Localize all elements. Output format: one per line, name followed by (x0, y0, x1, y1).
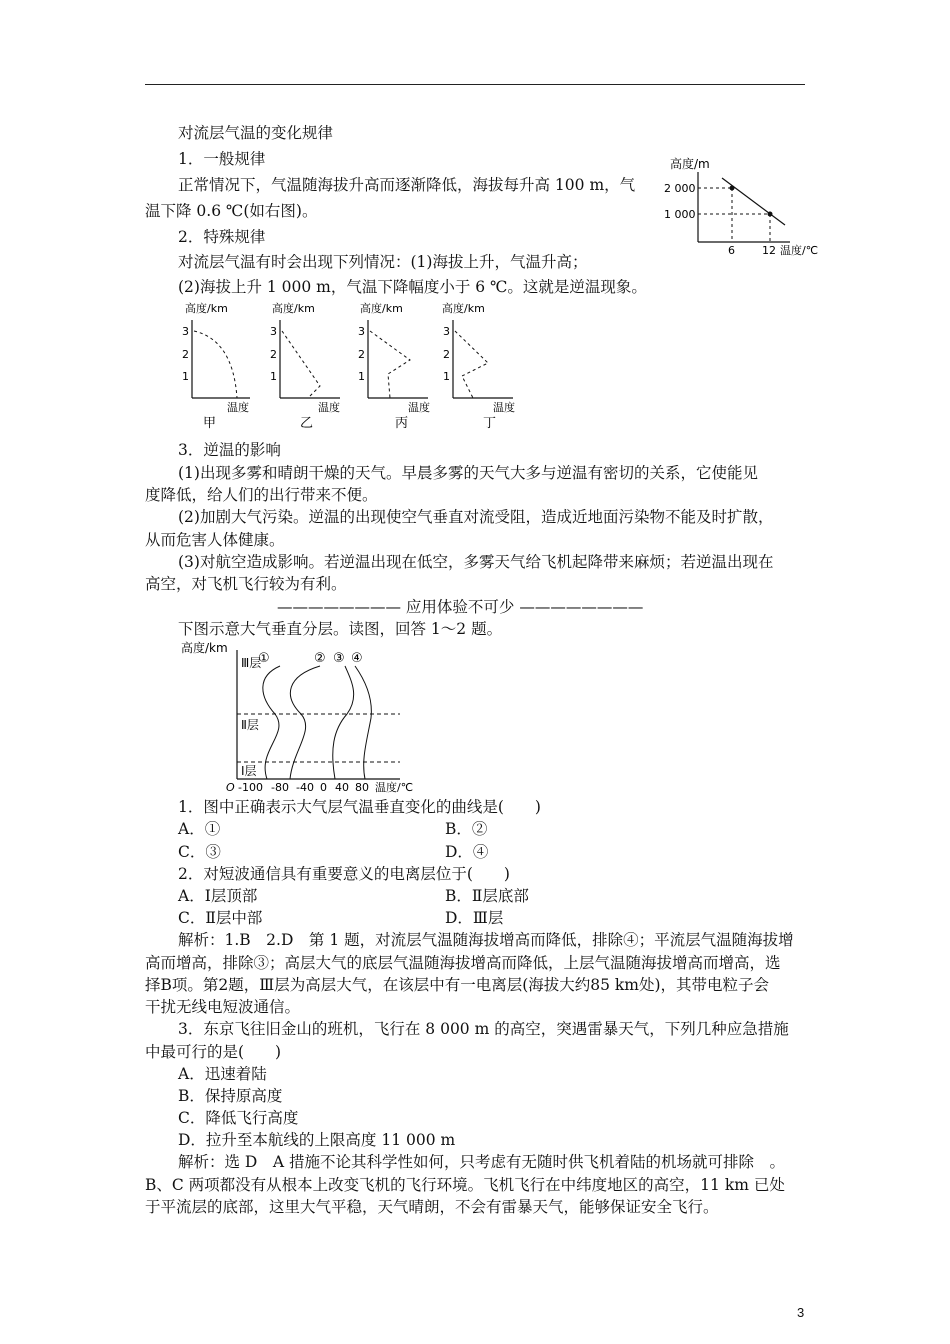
panel-yi (270, 301, 340, 431)
paragraph-line: 高空，对飞机飞行较为有利。 (145, 575, 347, 593)
fig2-ylabel: 高度/km (272, 302, 315, 315)
fig2-ytick: 2 (443, 348, 450, 361)
fig3-xtick: 80 (355, 781, 369, 794)
layer-label-3: Ⅲ层 (241, 656, 262, 670)
fig2-ylabel: 高度/km (360, 302, 403, 315)
fig2-ylabel: 高度/km (442, 302, 485, 315)
option-c: C．降低飞行高度 (178, 1109, 299, 1127)
panel-label: 丙 (395, 416, 409, 431)
paragraph-line: 温下降 0.6 ℃(如右图)。 (145, 202, 318, 220)
option-b: B．Ⅱ层底部 (445, 887, 529, 905)
option-d: D．④ (445, 843, 489, 861)
fig1-ylabel: 高度/m (670, 157, 710, 171)
section-divider: ———————— 应用体验不可少 ———————— (277, 598, 644, 616)
paragraph-line: (3)对航空造成影响。若逆温出现在低空，多雾天气给飞机起降带来麻烦；若逆温出现在 (178, 553, 774, 571)
question-stem: 2．对短波通信具有重要意义的电离层位于( ) (178, 865, 510, 883)
subsection-title: 3．逆温的影响 (178, 441, 281, 459)
header-rule (145, 84, 805, 85)
fig2-ytick: 3 (182, 325, 189, 338)
inversion-panels-figure (175, 300, 535, 432)
explanation-line: 高而增高，排除③；高层大气的底层气温随海拔增高而降低，上层气温随海拔增高而增高，选 (145, 954, 781, 972)
option-b: B．② (445, 820, 488, 838)
option-d: D．拉升至本航线的上限高度 11 000 m (178, 1131, 456, 1149)
panel-ding (442, 301, 515, 431)
fig3-xtick: -40 (296, 781, 314, 794)
fig3-xtick: 40 (335, 781, 349, 794)
fig2-ytick: 3 (443, 325, 450, 338)
fig2-ytick: 2 (358, 348, 365, 361)
option-c: C．Ⅱ层中部 (178, 909, 263, 927)
fig2-ytick: 3 (358, 325, 365, 338)
origin-label: O (226, 781, 235, 794)
explanation-line: 解析：1.B 2.D 第 1 题，对流层气温随海拔增高而降低，排除④；平流层气温随海拔增 (178, 931, 794, 949)
fig2-ytick: 1 (182, 370, 189, 383)
subsection-title: 2．特殊规律 (178, 228, 266, 246)
explanation-line: 解析：选 D A 措施不论其科学性如何，只考虑有无随时供飞机着陆的机场就可排除 。 (178, 1153, 785, 1171)
fig2-ytick: 2 (270, 348, 277, 361)
fig1-ytick: 2 000 (664, 182, 696, 195)
intro-line: 下图示意大气垂直分层。读图，回答 1～2 题。 (178, 620, 503, 638)
fig3-xtick: 0 (320, 781, 327, 794)
paragraph-line: 正常情况下，气温随海拔升高而逐渐降低，海拔每升高 100 m，气 (178, 176, 636, 194)
layer-label-2: Ⅱ层 (241, 718, 259, 732)
fig1-xlabel: 温度/℃ (780, 244, 819, 257)
fig3-xtick: -100 (238, 781, 263, 794)
explanation-line: 于平流层的底部，这里大气平稳，天气晴朗，不会有雷暴天气，能够保证安全飞行。 (145, 1198, 719, 1216)
explanation-line: B、C 两项都没有从根本上改变飞机的飞行环境。飞机飞行在中纬度地区的高空，11 km 已处 (145, 1176, 785, 1194)
section-heading: 对流层气温的变化规律 (178, 124, 334, 142)
option-a: A．迅速着陆 (178, 1065, 267, 1083)
fig2-ytick: 1 (443, 370, 450, 383)
option-b: B．保持原高度 (178, 1087, 283, 1105)
paragraph-line: 从而危害人体健康。 (145, 531, 285, 549)
question-stem: 3．东京飞往旧金山的班机，飞行在 8 000 m 的高空，突遇雷暴天气，下列几种应急措施 (178, 1020, 789, 1038)
fig1-ytick: 1 000 (664, 208, 696, 221)
paragraph-line: 对流层气温有时会出现下列情况：(1)海拔上升，气温升高； (178, 253, 588, 271)
fig2-xlabel: 温度 (408, 401, 430, 414)
fig2-ytick: 2 (182, 348, 189, 361)
fig2-ytick: 1 (270, 370, 277, 383)
curve-label-1: ① (258, 651, 270, 666)
panel-label: 丁 (483, 416, 497, 431)
fig2-xlabel: 温度 (318, 401, 340, 414)
page-number: 3 (797, 1305, 805, 1320)
fig2-xlabel: 温度 (227, 401, 249, 414)
explanation-line: 择B项。第2题，Ⅲ层为高层大气，在该层中有一电离层(海拔大约85 km处)，其带电粒子会 (145, 976, 770, 994)
curve-label-4: ④ (351, 651, 363, 666)
atmosphere-layers-figure (175, 638, 445, 798)
option-a: A．① (178, 820, 221, 838)
explanation-line: 干扰无线电短波通信。 (145, 998, 301, 1016)
paragraph-line: (1)出现多雾和晴朗干燥的天气。早晨多雾的天气大多与逆温有密切的关系，它使能见 (178, 464, 758, 482)
paragraph-line: 度降低，给人们的出行带来不便。 (145, 486, 378, 504)
layer-label-1: Ⅰ层 (241, 764, 257, 778)
fig2-ylabel: 高度/km (185, 302, 228, 315)
option-c: C．③ (178, 843, 221, 861)
panel-label: 乙 (300, 416, 314, 431)
option-a: A．Ⅰ层顶部 (178, 887, 258, 905)
paragraph-line: (2)加剧大气污染。逆温的出现使空气垂直对流受阻，造成近地面污染物不能及时扩散， (178, 508, 774, 526)
fig2-ytick: 1 (358, 370, 365, 383)
fig3-xtick: -80 (271, 781, 289, 794)
question-stem: 中最可行的是( ) (145, 1043, 282, 1061)
fig2-xlabel: 温度 (493, 401, 515, 414)
fig1-xtick: 6 (728, 244, 735, 257)
option-d: D．Ⅲ层 (445, 909, 504, 927)
fig1-xtick: 12 (762, 244, 776, 257)
lapse-rate-figure (660, 150, 835, 262)
paragraph-line: (2)海拔上升 1 000 m，气温下降幅度小于 6 ℃。这就是逆温现象。 (178, 278, 647, 296)
fig3-xlabel: 温度/℃ (375, 781, 414, 794)
fig2-ytick: 3 (270, 325, 277, 338)
curve-1 (263, 666, 280, 779)
panel-jia (182, 301, 250, 431)
subsection-title: 1．一般规律 (178, 150, 266, 168)
fig3-ylabel: 高度/km (181, 641, 228, 655)
panel-bing (358, 301, 430, 431)
curve-label-3: ③ (333, 651, 345, 666)
panel-label: 甲 (203, 416, 217, 431)
curve-label-2: ② (314, 651, 326, 666)
question-stem: 1．图中正确表示大气层气温垂直变化的曲线是( ) (178, 798, 541, 816)
